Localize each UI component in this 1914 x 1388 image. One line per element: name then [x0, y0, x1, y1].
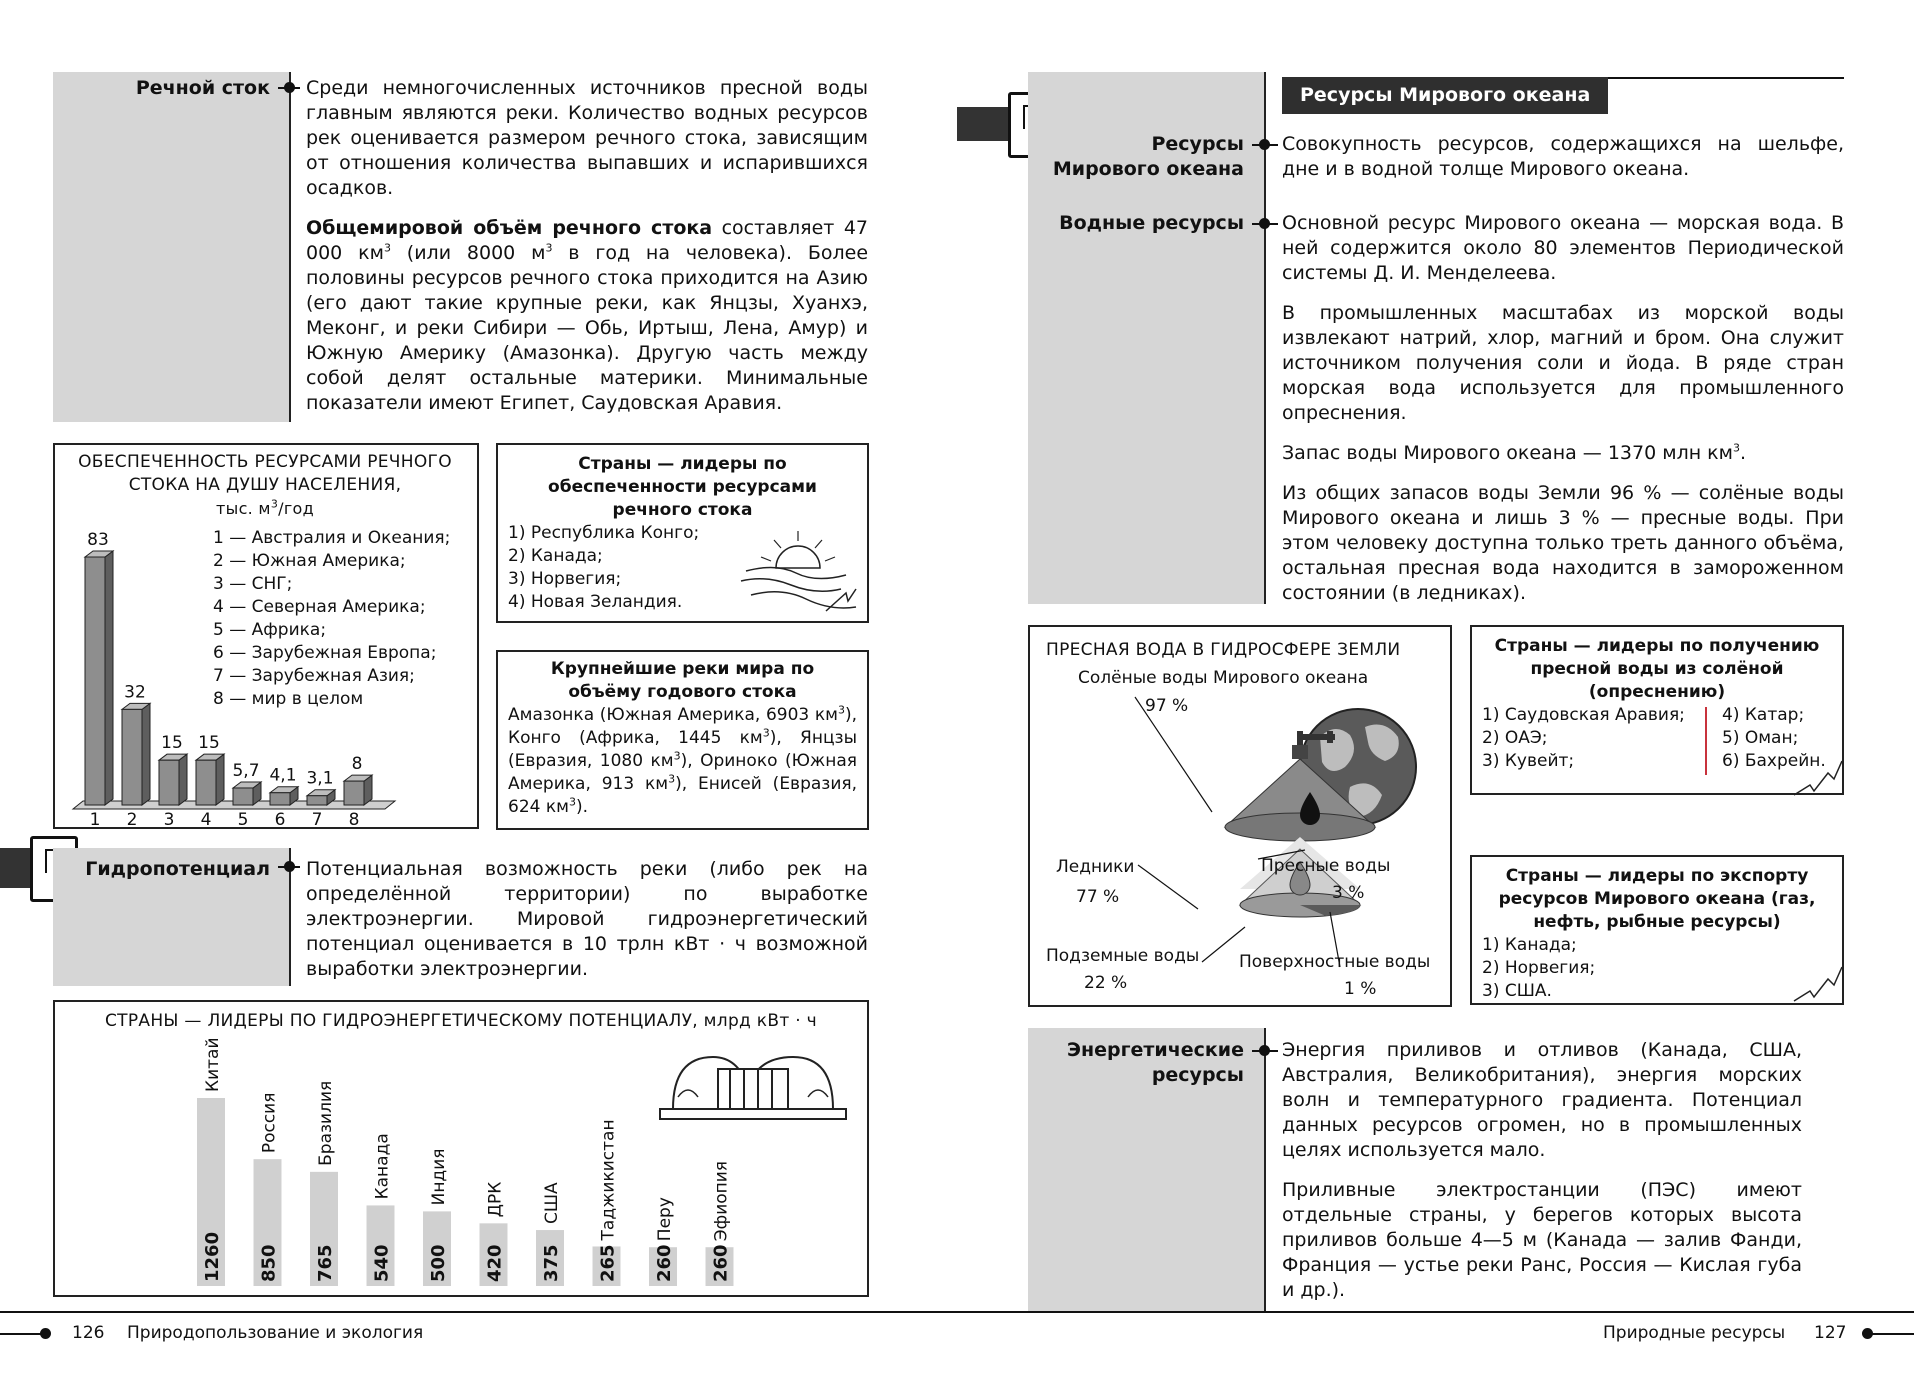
ocean-term-line1: Ресурсы	[1151, 133, 1244, 155]
data-label: 15	[198, 733, 220, 754]
ocean-volume-text: Запас воды Мирового океана — 1370 млн км	[1282, 442, 1733, 464]
data-label: 265	[597, 1244, 619, 1282]
data-label: 260	[710, 1244, 732, 1282]
data-label: 540	[371, 1244, 393, 1282]
list-item: 3) Кувейт;	[1482, 751, 1575, 771]
rivers-sup: 3	[668, 772, 676, 786]
rivers-t2: ), Конго (Африка, 1445 км	[508, 705, 857, 748]
glaciers-pct: 77 %	[1076, 887, 1120, 907]
tick-label: 7	[311, 810, 323, 827]
section-title: Ресурсы Мирового океана	[1282, 77, 1608, 114]
bar	[270, 793, 290, 805]
list-item: 1) Канада;	[1482, 935, 1577, 955]
river-runoff-paragraph-2	[306, 216, 868, 416]
surface-label: Поверхностные воды	[1239, 952, 1431, 972]
legend-item: 4 — Северная Америка;	[213, 597, 426, 617]
rivers-t1: Амазонка (Южная Америка, 6903 км	[508, 705, 838, 725]
energy-bullet	[1259, 1045, 1270, 1056]
data-label: 32	[124, 682, 146, 703]
data-label: 420	[484, 1244, 506, 1282]
category-label: Бразилия	[316, 1080, 336, 1166]
dam-icon	[658, 1047, 848, 1127]
surface-pct: 1 %	[1344, 979, 1377, 999]
river-runoff-term-panel	[53, 72, 289, 422]
bar	[122, 709, 142, 805]
legend-item: 2 — Южная Америка;	[213, 551, 406, 571]
salt-pct: 97 %	[1145, 696, 1189, 716]
tick-label: 8	[348, 810, 360, 827]
hydro-bullet	[284, 861, 295, 872]
energy-term	[1036, 1038, 1244, 1088]
energy-term-line2: ресурсы	[1151, 1064, 1244, 1086]
energy-divider	[1264, 1028, 1266, 1311]
water-paragraph-4: Из общих запасов воды Земли 96 % — солёные воды Мирового океана и лишь 3 % — пресные воды. При этом человеку доступна только треть данного объёма, остальная пресная вода находится в замороженном состоянии (в ледниках).	[1282, 482, 1844, 604]
data-label: 8	[351, 754, 363, 775]
legend-item: 3 — СНГ;	[213, 574, 293, 594]
data-label: 5,7	[232, 760, 260, 781]
ocean-resources-text: Совокупность ресурсов, содержащихся на шельфе, дне и в водной толще Мирового океана.	[1282, 133, 1844, 180]
rivers-t5: ), Енисей (Евразия, 624 км	[508, 774, 857, 817]
data-label: 1260	[202, 1231, 223, 1282]
footer-title-right: Природные ресурсы	[1603, 1323, 1786, 1343]
category-label: Россия	[259, 1092, 280, 1154]
bar	[196, 760, 216, 805]
sup-m3: 3	[545, 241, 553, 255]
category-label: Перу	[655, 1197, 675, 1242]
legend-item: 1 — Австралия и Океания;	[213, 528, 451, 548]
bar-side	[179, 754, 187, 805]
energy-term-line1: Энергетические	[1067, 1039, 1244, 1061]
export-leaders-title: Страны — лидеры по экспорту ресурсов Мирового океана (газ, нефть, рыбные ресурсы)	[1498, 866, 1816, 932]
energy-text	[1282, 1038, 1802, 1318]
footer-page-number-left: 126	[72, 1323, 105, 1343]
growth-arrow-icon	[1790, 957, 1850, 1007]
water-resources-text	[1282, 211, 1844, 621]
hydro-term: Гидропотенциал	[85, 858, 270, 880]
water-bullet	[1259, 218, 1270, 229]
water-paragraph-3	[1282, 441, 1844, 466]
hydro-chart-title: СТРАНЫ — ЛИДЕРЫ ПО ГИДРОЭНЕРГЕТИЧЕСКОМУ ПОТЕНЦИАЛУ, млрд кВт · ч	[105, 1011, 817, 1031]
ocean-divider	[1264, 72, 1266, 604]
runoff-text-b: (или 8000 м	[390, 242, 546, 264]
river-runoff-bullet	[284, 82, 295, 93]
bar	[307, 796, 327, 805]
data-label: 83	[87, 530, 109, 550]
sup-km3: 3	[383, 241, 391, 255]
data-label: 850	[258, 1244, 280, 1282]
ground-label: Подземные воды	[1046, 946, 1200, 966]
ground-pct: 22 %	[1084, 973, 1128, 993]
growth-arrow-icon	[1790, 751, 1850, 801]
category-label: Канада	[372, 1133, 393, 1200]
energy-paragraph-2: Приливные электростанции (ПЭС) имеют отдельные страны, у берегов которых высота приливов больше 4—5 м (Канада — залив Фанди, Франция — устье реки Ранс, Россия — Кислая губа и др.).	[1282, 1179, 1802, 1301]
export-leaders-box	[1470, 855, 1844, 1005]
list-item: 6) Бахрейн.	[1722, 751, 1826, 771]
data-label: 4,1	[269, 765, 297, 786]
largest-rivers-title: Крупнейшие реки мира по объёму годового стока	[550, 659, 815, 702]
ocean-volume-sup: 3	[1733, 441, 1740, 455]
legend-item: 7 — Зарубежная Азия;	[213, 666, 415, 686]
list-item: 1) Саудовская Аравия;	[1482, 705, 1685, 725]
list-item: 4) Катар;	[1722, 705, 1805, 725]
leaders-supply-box	[496, 443, 869, 623]
runoff-text-a: составляет 47 000 км	[306, 217, 868, 264]
hydro-text: Потенциальная возможность реки (либо рек на определённой территории) по выработке электроэнергии. Мировой гидроэнергетический потенциал оценивается в 10 трлн кВт · ч возможной выработки электроэнергии.	[306, 858, 868, 980]
leaders-supply-title: Страны — лидеры по обеспеченности ресурсами речного стока	[548, 454, 817, 520]
rivers-sup: 3	[568, 795, 576, 809]
ocean-volume-end: .	[1740, 442, 1747, 464]
fresh-pct: 3 %	[1332, 883, 1365, 903]
tick-label: 2	[126, 810, 138, 827]
fresh-label: Пресные воды	[1261, 856, 1391, 876]
river-runoff-divider	[289, 72, 291, 422]
data-label: 375	[541, 1244, 562, 1282]
list-item: 2) Канада;	[508, 546, 603, 566]
supply-chart-title-line2: СТОКА НА ДУШУ НАСЕЛЕНИЯ,	[128, 475, 402, 495]
bar-side	[142, 703, 150, 805]
ocean-term-line2: Мирового океана	[1052, 158, 1244, 180]
tick-label: 6	[274, 810, 286, 827]
data-label: 500	[428, 1244, 449, 1282]
list-item: 2) Норвегия;	[1482, 958, 1596, 978]
list-item: 3) Норвегия;	[508, 569, 622, 589]
ocean-resources-term	[1036, 132, 1244, 182]
rivers-t4: ), Ориноко (Южная Америка, 913 км	[508, 751, 858, 794]
supply-chart-title-line1: ОБЕСПЕЧЕННОСТЬ РЕСУРСАМИ РЕЧНОГО	[78, 452, 452, 472]
energy-paragraph-1: Энергия приливов и отливов (Канада, США, Австралия, Великобритания), энергия морских волн и температурного градиента. Потенциал данных ресурсов огромен, но в промышленных целях используется мало.	[1282, 1039, 1802, 1161]
bar	[159, 760, 179, 805]
list-item: 1) Республика Конго;	[508, 523, 700, 543]
water-paragraph-2: В промышленных масштабах из морской воды извлекают натрий, хлор, магний и бром. Она служит источником получения соли и йода. В ряде стран морская вода используется для промышленного опреснения.	[1282, 302, 1844, 424]
list-item: 4) Новая Зеландия.	[508, 592, 683, 612]
supply-unit-post: /год	[278, 499, 314, 518]
legend-item: 5 — Африка;	[213, 620, 327, 640]
data-label: 15	[161, 733, 183, 754]
largest-rivers-text	[508, 704, 857, 819]
supply-unit-pre: тыс. м	[216, 499, 271, 518]
desal-leaders-box	[1470, 625, 1844, 795]
category-label: Эфиопия	[711, 1160, 732, 1242]
bar-side	[105, 551, 113, 805]
legend-item: 6 — Зарубежная Европа;	[213, 643, 437, 663]
salt-label: Солёные воды Мирового океана	[1078, 668, 1369, 688]
list-item: 3) США.	[1482, 981, 1552, 1001]
hydro-chart-box	[53, 1000, 869, 1297]
data-label: 3,1	[306, 768, 334, 789]
largest-rivers-box	[496, 650, 869, 830]
category-label: США	[542, 1182, 562, 1225]
desal-leaders-title: Страны — лидеры по получению пресной воды из солёной (опреснению)	[1494, 636, 1820, 702]
river-runoff-term: Речной сток	[135, 77, 270, 99]
bar	[233, 788, 253, 805]
bar	[344, 781, 364, 805]
supply-unit-sup: 3	[270, 497, 279, 511]
category-label: Китай	[203, 1037, 223, 1092]
footer-bullet-left	[40, 1328, 51, 1339]
rivers-sup: 3	[673, 749, 681, 763]
rivers-sup: 3	[762, 726, 770, 740]
footer-rule-right	[957, 1311, 1914, 1313]
hydrosphere-title: ПРЕСНАЯ ВОДА В ГИДРОСФЕРЕ ЗЕМЛИ	[1046, 640, 1401, 660]
bar	[85, 557, 105, 805]
category-label: Индия	[429, 1148, 449, 1206]
glaciers-label: Ледники	[1056, 857, 1135, 877]
hydrosphere-box	[1028, 625, 1452, 1007]
category-label: ДРК	[485, 1181, 506, 1218]
footer-page-number-right: 127	[1814, 1323, 1847, 1343]
river-sun-icon	[736, 523, 866, 618]
rivers-sup: 3	[837, 703, 845, 717]
supply-chart-box	[53, 443, 479, 829]
runoff-text-c: в год на человека). Более половины ресурсов речного стока приходится на Азию (его дают такие крупные реки, как Янцзы, Хуанхэ, Меконг, и реки Сибири — Обь, Иртыш, Лена, Амур) и Южную Америку (Амазонка). Другую часть между собой делят остальные материки. Минимальные показатели имеют Египет, Саудовская Аравия.	[306, 242, 869, 414]
tick-label: 4	[200, 810, 212, 827]
water-resources-term: Водные ресурсы	[1059, 212, 1244, 234]
water-paragraph-1: Основной ресурс Мирового океана — морская вода. В ней содержится около 80 элементов Периодической системы Д. И. Менделеева.	[1282, 212, 1844, 284]
footer-title-left: Природопользование и экология	[127, 1323, 424, 1343]
list-item: 5) Оман;	[1722, 728, 1799, 748]
footer-line-right	[1866, 1333, 1914, 1335]
tick-label: 3	[163, 810, 175, 827]
category-label: Таджикистан	[598, 1119, 619, 1241]
tick-label: 5	[237, 810, 249, 827]
data-label: 260	[654, 1244, 675, 1282]
tick-label: 1	[89, 810, 101, 827]
ocean-bullet	[1259, 139, 1270, 150]
desal-separator	[1705, 707, 1707, 775]
data-label: 765	[315, 1244, 336, 1282]
rivers-t6: ).	[575, 797, 588, 817]
supply-bar-chart	[55, 445, 475, 827]
desal-col-1	[1482, 704, 1685, 773]
legend-item: 8 — мир в целом	[213, 689, 364, 709]
bar-side	[216, 754, 224, 805]
export-leaders-list	[1482, 934, 1832, 1003]
footer-line-left	[0, 1333, 45, 1335]
world-runoff-term: Общемировой объём речного стока	[306, 217, 713, 239]
footer-rule-left	[0, 1311, 957, 1313]
hydro-bar-chart	[55, 1002, 867, 1295]
river-runoff-text	[306, 76, 868, 431]
list-item: 2) ОАЭ;	[1482, 728, 1548, 748]
rivers-t3: ), Янцзы (Евразия, 1080 км	[508, 728, 857, 771]
river-runoff-paragraph-1: Среди немногочисленных источников пресной воды главным являются реки. Количество водных ресурсов рек оценивается размером речного стока, зависящим от отношения количества выпавших и испарившихся осадков.	[306, 77, 868, 199]
